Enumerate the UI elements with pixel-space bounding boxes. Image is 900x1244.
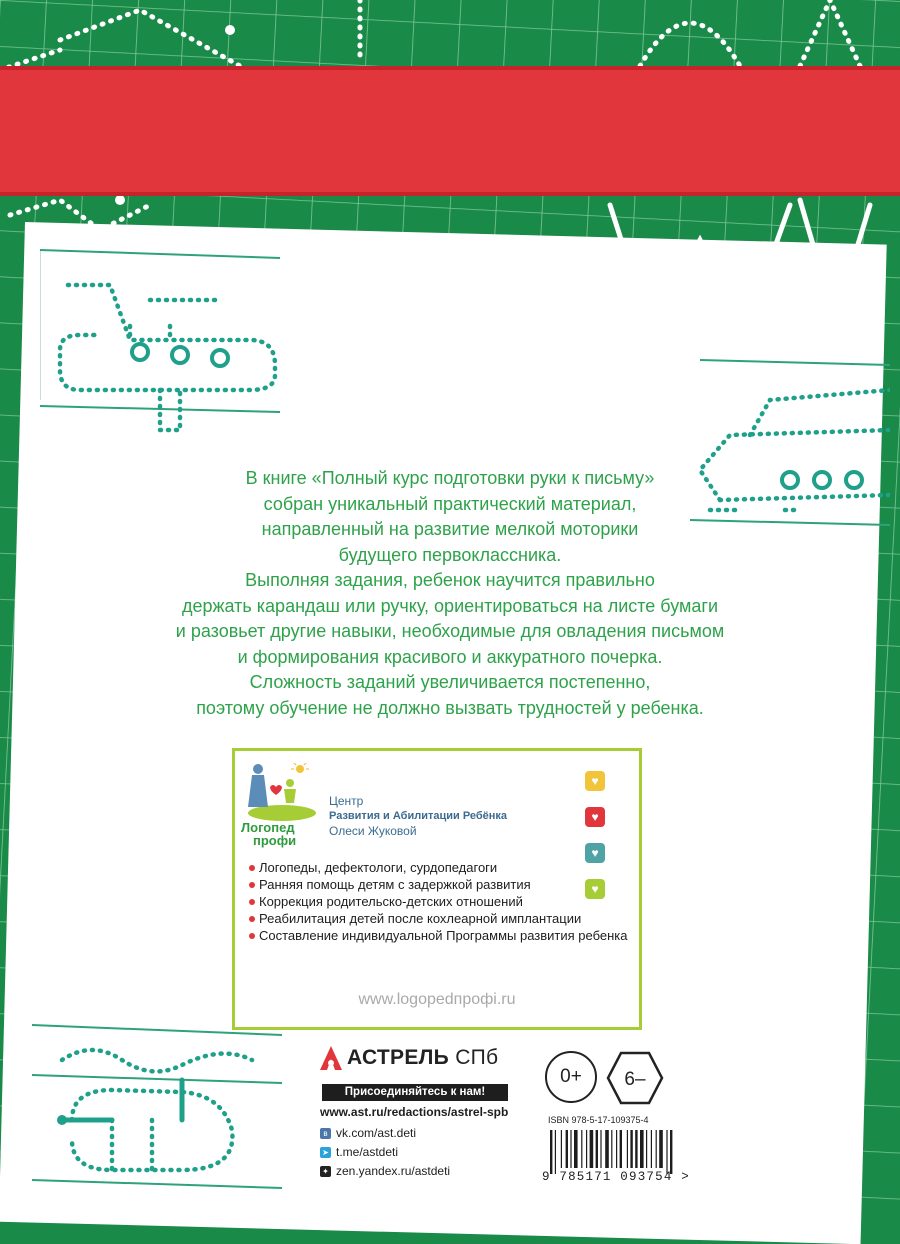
center-line-3: Олеси Жуковой xyxy=(329,824,417,838)
services-list xyxy=(247,859,637,944)
barcode-bar xyxy=(586,1130,587,1168)
barcode-bar xyxy=(635,1130,637,1168)
publisher-city: СПб xyxy=(455,1046,499,1069)
service-item: Реабилитация детей после кохлеарной имплантации xyxy=(247,910,637,927)
recommended-age-text: 6– xyxy=(624,1069,646,1090)
red-band xyxy=(0,66,900,196)
barcode-bar xyxy=(627,1130,628,1168)
social-text: vk.com/ast.deti xyxy=(336,1126,417,1140)
social-text: zen.yandex.ru/astdeti xyxy=(336,1164,451,1178)
publisher-url[interactable]: www.ast.ru/redactions/astrel-spb xyxy=(320,1105,509,1119)
heart-icon: ♥ xyxy=(585,879,605,899)
isbn-text: ISBN 978-5-17-109375-4 xyxy=(548,1115,649,1125)
barcode-bar xyxy=(620,1130,622,1168)
barcode-bar xyxy=(605,1130,609,1168)
logoped-website-link[interactable]: www.logopedпрофi.ru xyxy=(358,991,516,1008)
dotted-airplane-illustration xyxy=(40,240,300,460)
barcode-bar xyxy=(555,1130,556,1174)
barcode-bar xyxy=(581,1130,582,1168)
publisher-name xyxy=(347,1046,498,1070)
dotted-helicopter-illustration xyxy=(32,1020,292,1200)
logoped-logo-text xyxy=(241,821,296,847)
barcode-bar xyxy=(611,1130,612,1168)
service-item: Ранняя помощь детям с задержкой развития xyxy=(247,876,637,893)
logo-line-1: Логопед xyxy=(241,820,295,835)
publisher-block xyxy=(320,1046,535,1181)
barcode xyxy=(548,1130,723,1174)
barcode-bar xyxy=(561,1130,562,1168)
join-banner: Присоединяйтесь к нам! xyxy=(322,1084,508,1101)
service-item: Логопеды, дефектологи, сурдопедагоги xyxy=(247,859,637,876)
logo-line-2: профи xyxy=(253,833,297,848)
astrel-logo-icon xyxy=(320,1046,342,1070)
social-link-vk[interactable] xyxy=(320,1124,535,1143)
center-title xyxy=(329,794,507,839)
barcode-bar xyxy=(666,1130,667,1174)
center-line-2: Развития и Абилитации Ребёнка xyxy=(329,810,508,822)
barcode-bar xyxy=(590,1130,594,1168)
barcode-bar xyxy=(656,1130,657,1168)
publisher-brand: АСТРЕЛЬ xyxy=(347,1046,450,1069)
service-item: Составление индивидуальной Программы развития ребенка xyxy=(247,927,637,944)
service-item: Коррекция родительско-детских отношений xyxy=(247,893,637,910)
barcode-bar xyxy=(651,1130,652,1168)
barcode-bar xyxy=(670,1130,672,1174)
heart-icon: ♥ xyxy=(585,843,605,863)
book-description: В книге «Полный курс подготовки руки к письму» собран уникальный практический материал, направленный на развитие мелкой моторики будущего первоклассника. Выполняя задания, ребенок научится правильно держать карандаш или ручку, ориентироваться на листе бумаги и разовьет другие навыки, необходимые для овладения письмом и формирования красивого и аккуратного почерка. Сложность заданий увеличивается постепенно, поэтому обучение не должно вызвать трудностей у ребенка. xyxy=(175,468,725,718)
barcode-bar xyxy=(566,1130,568,1168)
barcode-bar xyxy=(596,1130,598,1168)
social-link-telegram[interactable] xyxy=(320,1143,535,1162)
barcode-bar xyxy=(659,1130,663,1168)
recommended-age-badge xyxy=(606,1051,664,1105)
logoped-ad-box xyxy=(232,748,642,1030)
logoped-logo-icon xyxy=(246,763,316,823)
barcode-bar xyxy=(570,1130,571,1168)
barcode-bar xyxy=(574,1130,578,1168)
barcode-bar xyxy=(640,1130,644,1168)
social-text: t.me/astdeti xyxy=(336,1145,399,1159)
zen-icon: ✦ xyxy=(320,1166,331,1177)
barcode-bar xyxy=(646,1130,647,1168)
barcode-bar xyxy=(550,1130,552,1174)
heart-icon: ♥ xyxy=(585,807,605,827)
barcode-digits: 9 785171 093754 > xyxy=(542,1170,690,1184)
barcode-bar xyxy=(630,1130,632,1168)
heart-icon: ♥ xyxy=(585,771,605,791)
social-links xyxy=(320,1124,535,1181)
publisher-logo xyxy=(320,1046,535,1070)
age-rating-badge: 0+ xyxy=(545,1051,597,1103)
barcode-bar xyxy=(616,1130,617,1168)
social-link-zen[interactable] xyxy=(320,1162,535,1181)
vk-icon: в xyxy=(320,1128,331,1139)
barcode-bar xyxy=(600,1130,601,1168)
center-line-1: Центр xyxy=(329,794,364,808)
telegram-icon: ➤ xyxy=(320,1147,331,1158)
